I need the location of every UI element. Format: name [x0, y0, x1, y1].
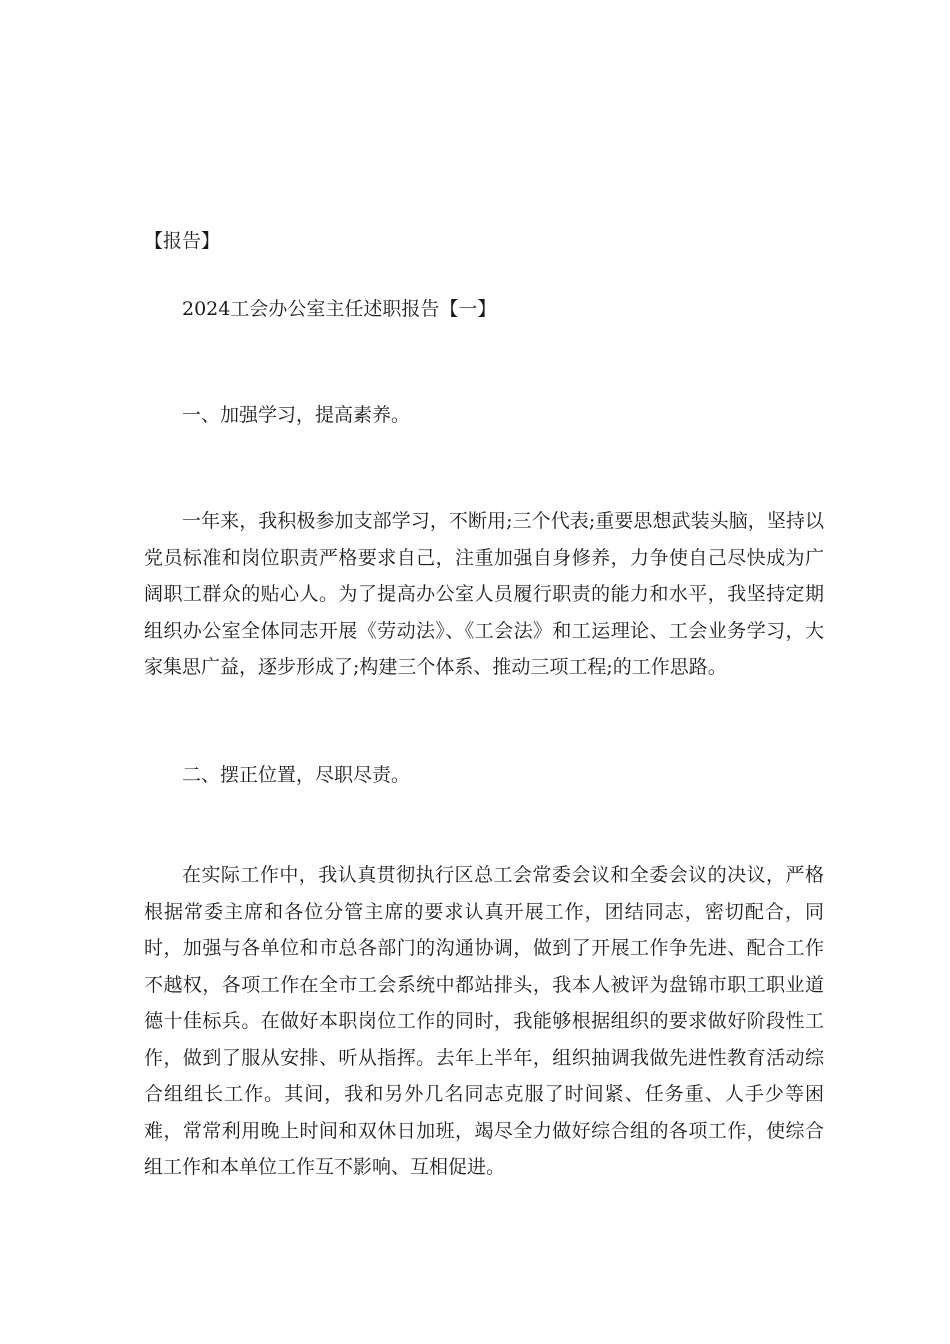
section-body-2: 在实际工作中，我认真贯彻执行区总工会常委会议和全委会议的决议，严格根据常委主席和各位分管主席的要求认真开展工作，团结同志，密切配合，同时，加强与各单位和市总各部门的沟通协调，做到了开展工作争先进、配合工作不越权，各项工作在全市工会系统中都站排头，我本人被评为盘锦市职工职业道德十佳标兵。在做好本职岗位工作的同时，我能够根据组织的要求做好阶段性工作，做到了服从安排、听从指挥。去年上半年，组织抽调我做先进性教育活动综合组组长工作。其间，我和另外几名同志克服了时间紧、任务重、人手少等困难，常常利用晚上时间和双休日加班，竭尽全力做好综合组的各项工作，使综合组工作和本单位工作互不影响、互相促进。	[144, 864, 824, 1178]
section-heading-1: 一、加强学习，提高素养。	[182, 404, 411, 426]
section-body-1: 一年来，我积极参加支部学习，不断用;三个代表;重要思想武装头脑，坚持以党员标准和岗位职责严格要求自己，注重加强自身修养，力争使自己尽快成为广阔职工群众的贴心人。为了提高办公室人员履行职责的能力和水平，我坚持定期组织办公室全体同志开展《劳动法》、《工会法》和工运理论、工会业务学习，大家集思广益，逐步形成了;构建三个体系、推动三项工程;的工作思路。	[144, 510, 824, 678]
document-title: 2024工会办公室主任述职报告【一】	[182, 298, 497, 320]
document-tag: 【报告】	[144, 230, 221, 252]
section-heading-2: 二、摆正位置，尽职尽责。	[182, 764, 411, 786]
